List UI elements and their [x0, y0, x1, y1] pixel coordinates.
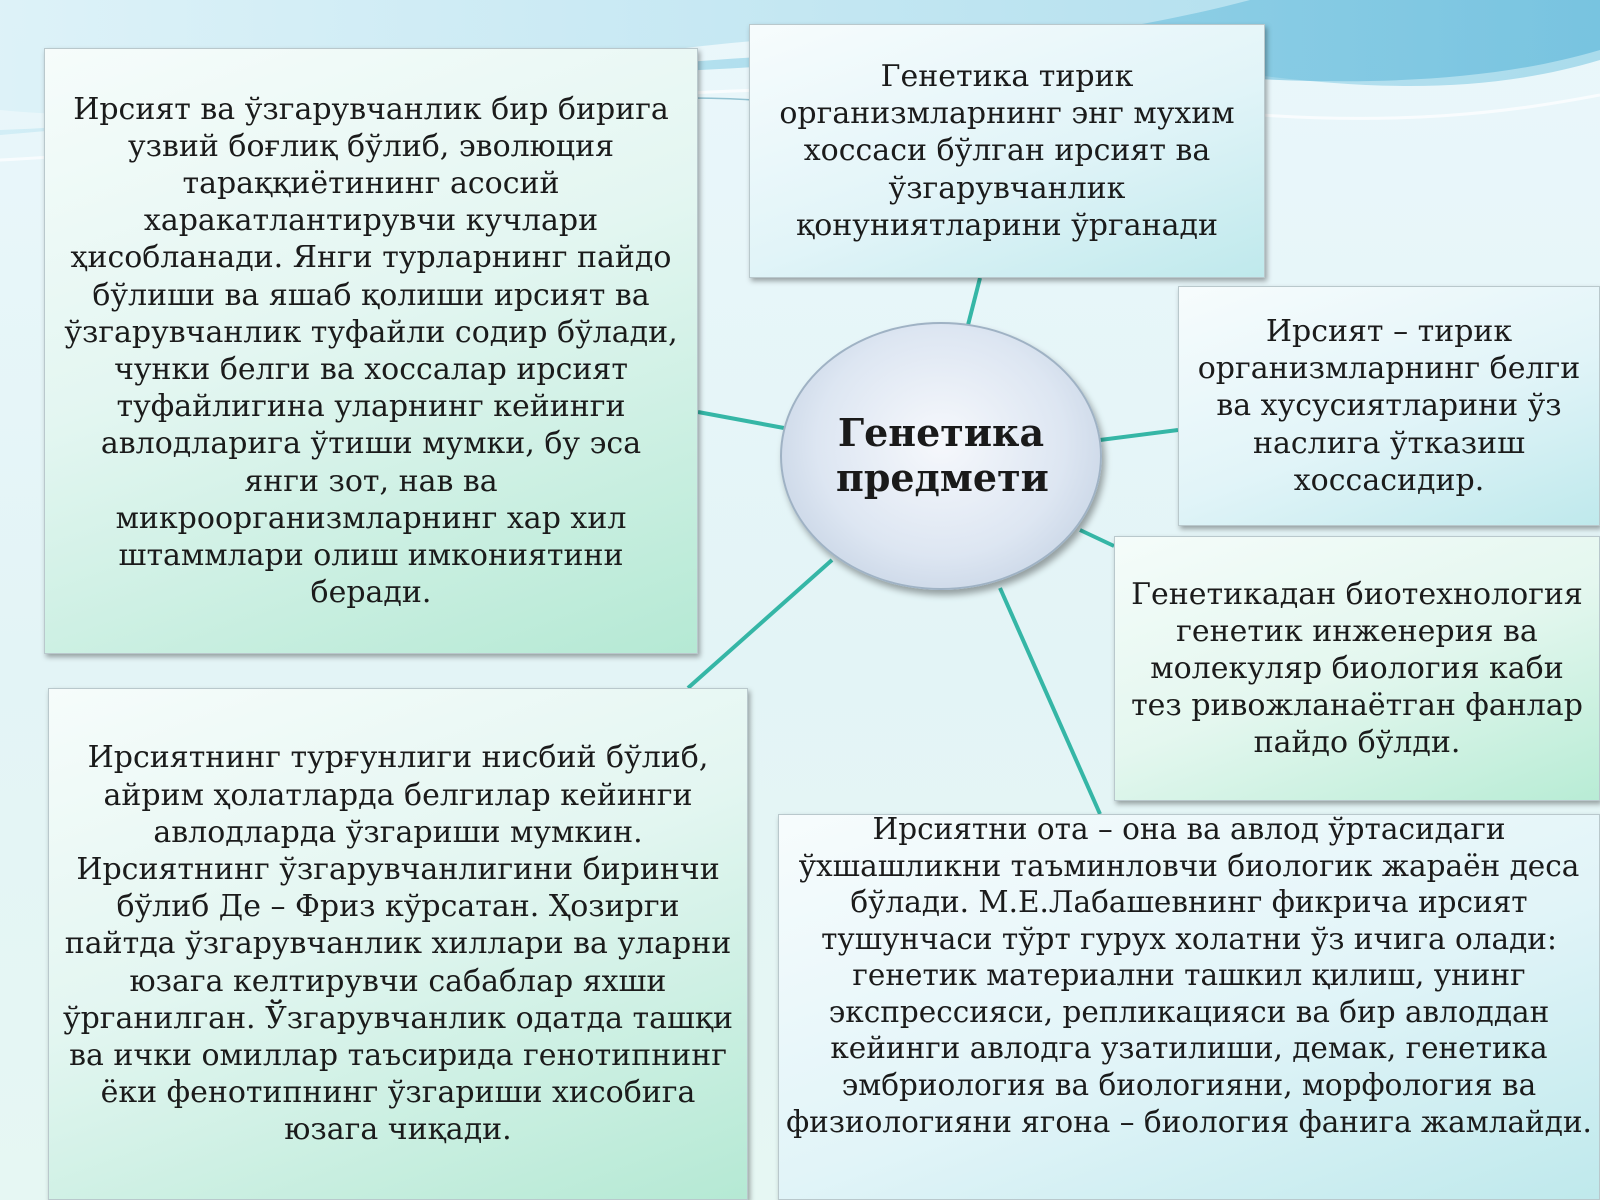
connector-right-upper: [1100, 430, 1178, 440]
heredity-process-box: [778, 814, 1600, 1200]
heredity-variability-evolution-text: Ирсият ва ўзгарувчанлик бир бирига узвий боғлиқ бўлиб, эволюция тараққиётининг асосий харакатлантирувчи кучлари ҳисобланади. Янги турларнинг пайдо бўлиши ва яшаб қолиши ирсият ва ўзгарувчанлик туфайли содир бўлади, чунки белги ва хоссалар ирсият туфайлигина уларнинг кейинги авлодларига ўтиши мумки, бу эса янги зот, нав ва микроорганизмларнинг хар хил штаммлари олиш имкониятини беради.: [64, 91, 678, 611]
central-topic-ellipse: [780, 322, 1102, 590]
heredity-definition-box: [1178, 286, 1600, 526]
heredity-process-text: Ирсиятни ота – она ва авлод ўртасидаги ўхшашликни таъминловчи биологик жараён деса бўлади. М.Е.Лабашевнинг фикрича ирсият тушунчаси тўрт гурух холатни ўз ичига олади: генетик материални ташкил қилиш, унинг экспрессияси, репликацияси ва бир авлоддан кейинги авлодга узатилиши, демак, генетика эмбриология ва биологияни, морфология ва физиологияни ягона – биология фанига жамлайди.: [786, 812, 1592, 1139]
connector-bottom-left: [688, 560, 832, 688]
heredity-stability-box: [48, 688, 748, 1200]
connector-top-left: [698, 412, 784, 428]
central-topic-title: Генетика предмети: [836, 410, 1049, 500]
genetics-definition-box: [749, 24, 1265, 278]
connector-right-lower: [1080, 530, 1114, 546]
connector-bottom-right: [1000, 588, 1100, 814]
connector-top: [968, 278, 980, 325]
derived-sciences-box: [1114, 536, 1600, 801]
heredity-stability-text: Ирсиятнинг турғунлиги нисбий бўлиб, айрим ҳолатларда белгилар кейинги авлодларда ўзгариши мумкин. Ирсиятнинг ўзгарувчанлигини биринчи бўлиб Де – Фриз кўрсатан. Ҳозирги пайтда ўзгарувчанлик хиллари ва уларни юзага келтирувчи сабаблар яхши ўрганилган. Ўзгарувчанлик одатда ташқи ва ички омиллар таъсирида генотипнинг ёки фенотипнинг ўзгариши хисобига юзага чиқади.: [62, 740, 734, 1148]
heredity-definition-text: Ирсият – тирик организмларнинг белги ва хусусиятларини ўз наслига ўтказиш хоссасидир.: [1197, 314, 1581, 498]
derived-sciences-text: Генетикадан биотехнология генетик инженерия ва молекуляр биология каби тез ривожланаётган фанлар пайдо бўлди.: [1131, 576, 1583, 761]
heredity-variability-evolution-box: [44, 48, 698, 654]
genetics-definition-text: Генетика тирик организмларнинг энг мухим хоссаси бўлган ирсият ва ўзгарувчанлик қонуниятларини ўрганади: [779, 59, 1235, 243]
